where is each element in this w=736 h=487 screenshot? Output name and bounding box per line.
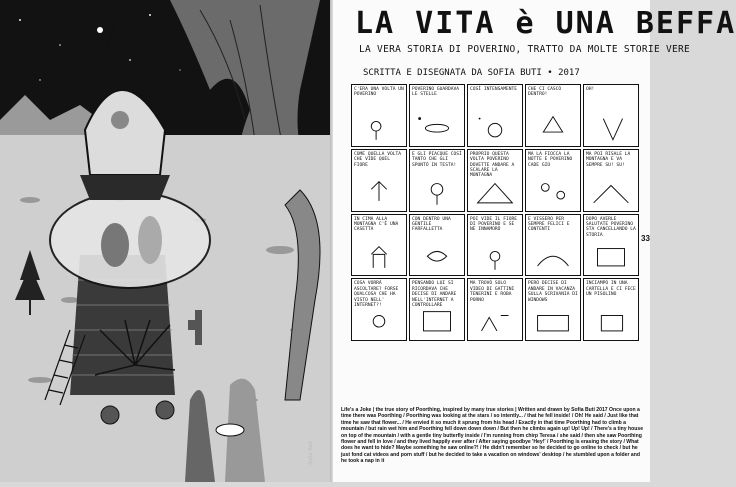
panel-caption: PERÒ DECISE DI ANDARE IN VACANZA SULLA SCRIVANIA DI WINDOWS: [528, 281, 578, 303]
panel-caption: COME QUELLA VOLTA CHE VIDE QUEL FIORE: [354, 151, 402, 168]
comic-panel: [409, 149, 465, 212]
comic-panel: [409, 84, 465, 147]
comic-panel: [351, 214, 407, 277]
comic-panel: [583, 149, 639, 212]
panel-caption: E VISSERO PER SEMPRE FELICI E CONTENTI: [528, 216, 570, 233]
comic-credit: SCRITTA E DISEGNATA DA SOFIA BUTI • 2017: [363, 68, 580, 78]
page-number: 33: [641, 234, 650, 243]
panel-caption: INCIAMPÒ IN UNA CARTELLA E CI FECE UN PISOLINO: [586, 281, 636, 298]
panel-caption: POI VIDE IL FIORE DI POVERINO E SE NE INNAMORÒ: [470, 216, 518, 233]
comic-panel: [409, 278, 465, 341]
panel-drawing: [352, 304, 406, 340]
panel-drawing: [410, 174, 464, 210]
panel-drawing: [352, 174, 406, 210]
panel-caption: OH!: [586, 87, 595, 92]
panel-drawing: [410, 304, 464, 340]
comic-subtitle: LA VERA STORIA DI POVERINO, TRATTO DA MOLTE STORIE VERE: [359, 44, 691, 55]
panel-drawing: [352, 239, 406, 275]
panel-caption: POVERINO GUARDAVA LE STELLE: [412, 87, 460, 98]
panel-drawing: [584, 109, 638, 145]
panel-caption: COSA VORRÀ ASCOLTARE? FORSE QUALCOSA CHE HA VISTO NELL' INTERNET?!: [354, 281, 399, 309]
panel-drawing: [526, 304, 580, 340]
comic-title: LA VITA è UNA BEFFA: [355, 6, 736, 41]
comic-panel: [351, 84, 407, 147]
comic-panel: [583, 278, 639, 341]
panel-drawing: [526, 239, 580, 275]
english-translation: Life's a Joke | the true story of Poorthing, inspired by many true stories | Written and drawn by Sofia Buti 2017 Once upon a time there was Poorthing / Poorthing was looking at the stars / so intently... / that he fell inside! / Oh! He said / Just like that time he saw that flower... / He envied it so much it sprung from his head / Exactly in that time Poorthing had to climb a mountain / but rain wet him and Poorthing fell down down down / But then he climbs again up! Up! Up! / There's a tiny house on top of the mountain / with a gentle tiny butterfly inside / I'm running from chirp Teresa / she said / then she saw Poorthing flower and fell in love / and they lived happily ever after / After saying goodbye 'Hey!' / Poorthing is erasing the story / What does he want to hide? Maybe something he saw online?! / He didn't remember so he decided to go online to check / but he just fond cat videos and porn stuff / but he decided to take a vacation on windows' desktop / he stumbled upon a folder and he took a nap in it: [341, 407, 644, 465]
panel-caption: PENSANDO LUI SI RICORDAVA CHE DECISE DI ANDARE NELL'INTERNET A CONTROLLARE: [412, 281, 457, 309]
comic-panel: [467, 214, 523, 277]
comic-panel: [467, 278, 523, 341]
comic-panel: [525, 84, 581, 147]
panel-caption: E GLI PIACQUE COSÌ TANTO CHE GLI SPUNTÒ IN TESTA!: [412, 151, 462, 168]
comic-panel: [409, 214, 465, 277]
comic-panel: [351, 278, 407, 341]
panel-drawing: [584, 174, 638, 210]
comic-panel: [583, 214, 639, 277]
panel-caption: DOPO AVERLE SALUTATE POVERINO STA CANCELLANDO LA STORIA: [586, 216, 636, 238]
panel-drawing: [584, 304, 638, 340]
panel-drawing: [584, 239, 638, 275]
panel-drawing: [526, 109, 580, 145]
panel-caption: MA POI RISALE LA MONTAGNA E VA SEMPRE SU! SU!: [586, 151, 631, 168]
comic-panel: [467, 84, 523, 147]
comic-panel: [467, 149, 523, 212]
artist-signature: Sofia Buti: [307, 441, 314, 465]
panel-caption: MA TROVÒ SOLO VIDEO DI GATTINI TENERINI E ROBA PORNO: [470, 281, 515, 303]
panel-drawing: [410, 239, 464, 275]
comic-panel: [525, 149, 581, 212]
panel-drawing: [526, 174, 580, 210]
panel-caption: IN CIMA ALLA MONTAGNA C'È UNA CASETTA: [354, 216, 399, 233]
panel-drawing: [468, 174, 522, 210]
comic-panel: [583, 84, 639, 147]
comic-page: [333, 0, 736, 482]
comic-panel: [525, 278, 581, 341]
panel-drawing: [410, 109, 464, 145]
panel-caption: COSÌ INTENSAMENTE: [470, 87, 518, 92]
panel-drawing: [468, 239, 522, 275]
rocket-dome-illustration: [0, 0, 333, 482]
panel-drawing: [352, 109, 406, 145]
panel-caption: PROPRIO QUESTA VOLTA POVERINO DOVETTE ANDARE A SCALARE LA MONTAGNA: [470, 151, 515, 179]
panel-drawing: [468, 109, 522, 145]
comic-panel-grid: [351, 84, 639, 406]
panel-caption: MA LA FIOCCA LA NOTTE E POVERINO CADE GIÙ: [528, 151, 573, 168]
comic-panel: [351, 149, 407, 212]
comic-panel: [525, 214, 581, 277]
panel-caption: C'ERA UNA VOLTA UN POVERINO: [354, 87, 404, 98]
panel-caption: CHE CI CASCÒ DENTRO!: [528, 87, 562, 98]
illustration-page: [0, 0, 333, 482]
panel-drawing: [468, 304, 522, 340]
panel-caption: CON DENTRO UNA GENTILE FARFALLETTA: [412, 216, 451, 233]
